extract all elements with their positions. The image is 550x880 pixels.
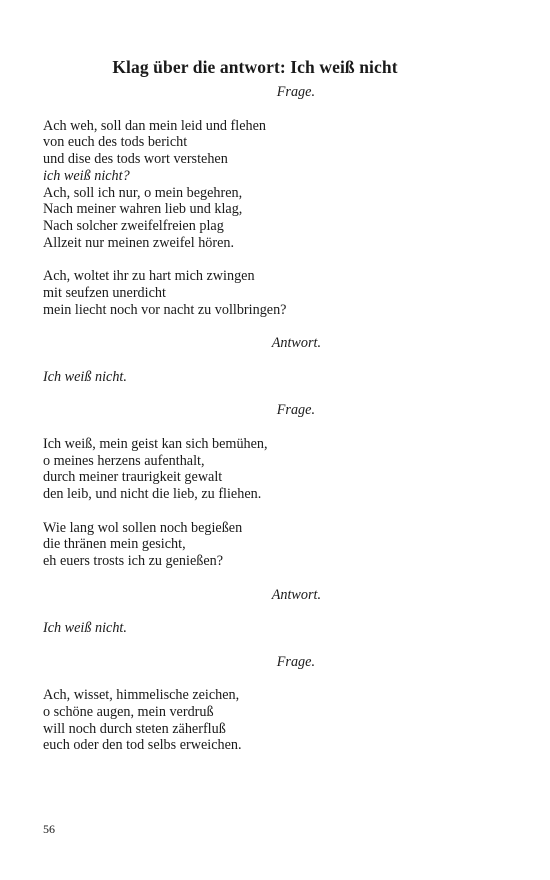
verse-line: von euch des tods bericht [43,134,188,151]
stanza-1 [43,118,503,252]
spacer [43,603,503,620]
verse-line: die thränen mein gesicht, [43,536,186,553]
spacer [43,386,503,403]
label-frage-3: Frage. [276,653,315,670]
verse-line: Ach weh, soll dan mein leid und flehen [43,117,267,134]
stanza-5 [43,687,503,754]
verse-line: Nach solcher zweifelfreien plag [43,218,224,234]
page-number: 56 [43,822,55,836]
verse-line: Ach, woltet ihr zu hart mich zwingen [43,268,255,285]
verse-line: o schöne augen, mein verdruß [43,703,214,720]
verse-line: will noch durch steten zäherfluß [43,720,226,737]
spacer [43,252,503,269]
verse-line: Nach meiner wahren lieb und klag, [43,201,243,218]
stanza-3 [43,436,503,503]
label-antwort-2: Antwort. [271,586,321,603]
verse-line: o meines herzens aufenthalt, [43,452,205,469]
stanza-2 [43,268,503,318]
spacer [43,352,503,369]
spacer [43,319,503,336]
verse-line: Ich weiß, mein geist kan sich bemühen, [43,435,268,452]
label-frage-1: Frage. [276,84,315,100]
verse-line: euch oder den tod selbs erweichen. [43,737,242,754]
verse-line: eh euers trosts ich zu genießen? [43,553,224,569]
verse-line: und dise des tods wort verstehen [43,151,228,167]
spacer [43,419,503,436]
spacer [43,670,503,687]
verse-line: Ach, soll ich nur, o mein begehren, [43,184,243,201]
verse-line-italic: ich weiß nicht? [43,167,130,184]
spacer [43,503,503,520]
answer-line-2: Ich weiß nicht. [43,620,127,636]
verse-line: Wie lang wol sollen noch begießen [43,519,243,536]
verse-line: mein liecht noch vor nacht zu vollbringen? [43,301,287,318]
spacer [43,101,503,118]
poem-title: Klag über die antwort: Ich weiß nicht [112,57,398,77]
spacer [43,637,503,654]
label-frage-2: Frage. [276,402,315,419]
verse-line: durch meiner traurigkeit gewalt [43,469,223,486]
verse-line: den leib, und nicht die lieb, zu fliehen. [43,486,262,502]
answer-line-1: Ich weiß nicht. [43,368,127,385]
stanza-4 [43,520,503,570]
spacer [43,570,503,587]
label-antwort-1: Antwort. [271,335,321,352]
verse-line: Allzeit nur meinen zweifel hören. [43,234,235,251]
poem-body [43,84,503,754]
verse-line: mit seufzen unerdicht [43,285,166,301]
verse-line: Ach, wisset, himmelische zeichen, [43,687,240,703]
